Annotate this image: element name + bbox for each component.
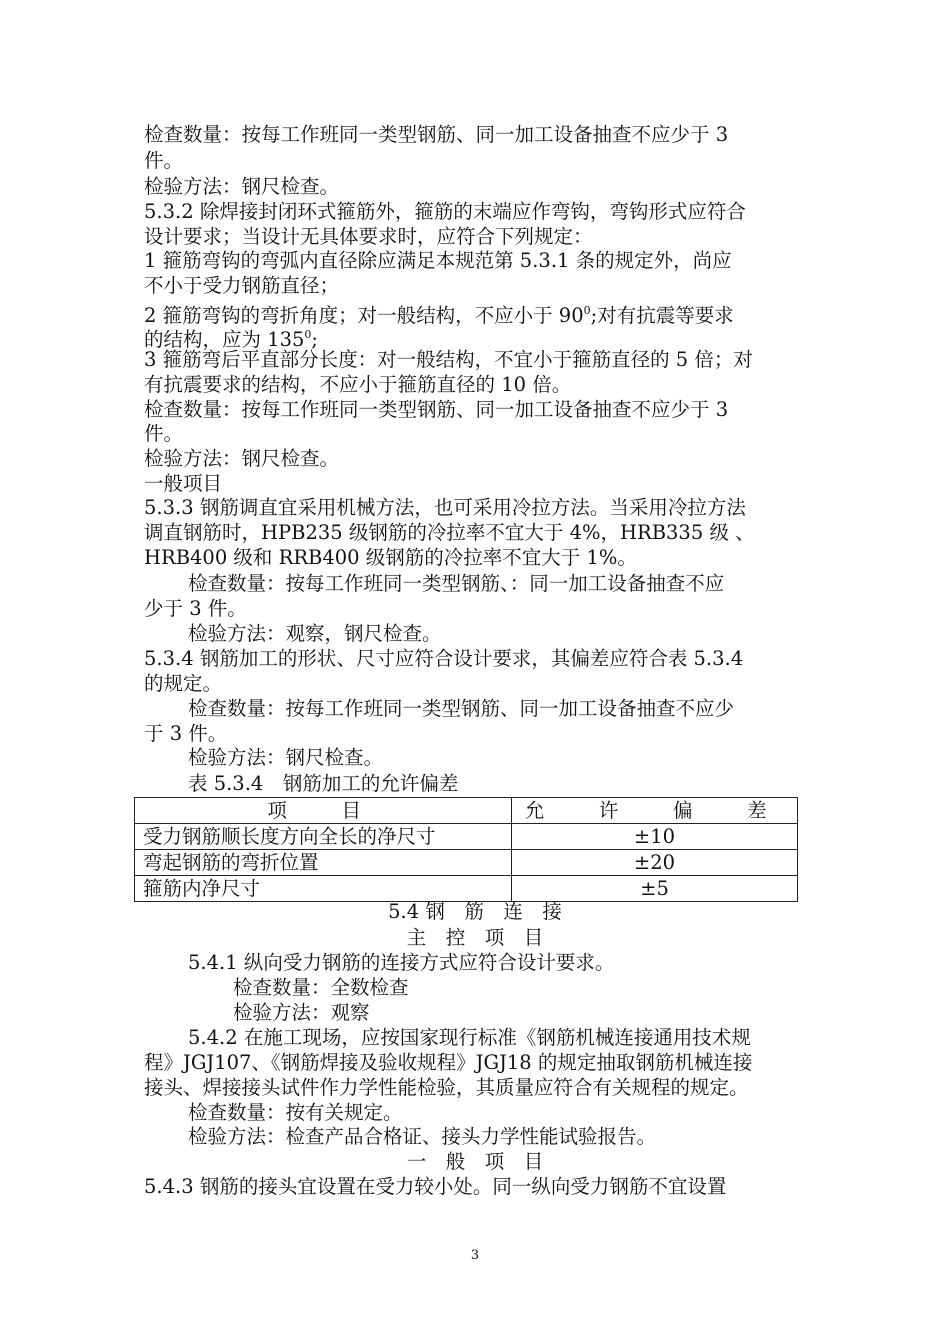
superscript: 0 xyxy=(304,328,312,341)
text-line: 设计要求；当设计无具体要求时，应符合下列规定： xyxy=(144,225,593,248)
page-number: 3 xyxy=(470,1248,480,1263)
subsection-heading: 一 般 项 目 xyxy=(406,1150,544,1173)
text-line: 5.3.4 钢筋加工的形状、尺寸应符合设计要求，其偏差应符合表 5.3.4 xyxy=(144,647,744,670)
text-line: 检查数量：按每工作班同一类型钢筋、同一加工设备抽查不应少 xyxy=(188,697,735,720)
table-cell: ±20 xyxy=(512,850,798,876)
text-line: 检验方法：观察，钢尺检查。 xyxy=(188,622,442,645)
text-line: 检查数量：按每工作班同一类型钢筋、同一加工设备抽查不应少于 3 xyxy=(144,123,729,146)
text-line: 的规定。 xyxy=(144,672,223,695)
table-row xyxy=(135,824,798,850)
text-run: 2 箍筋弯钩的弯折角度；对一般结构，不应小于 90 xyxy=(144,304,584,327)
text-line: 一般项目 xyxy=(144,472,223,495)
text-line: 5.4.1 纵向受力钢筋的连接方式应符合设计要求。 xyxy=(188,951,615,974)
text-line: 检验方法：钢尺检查。 xyxy=(188,746,384,769)
text-run: ;对有抗震等要求 xyxy=(590,304,734,327)
text-line: 1 箍筋弯钩的弯弧内直径除应满足本规范第 5.3.1 条的规定外，尚应 xyxy=(144,249,732,272)
table-cell: ±10 xyxy=(512,824,798,850)
text-line: 3 箍筋弯后平直部分长度：对一般结构，不宜小于箍筋直径的 5 倍；对 xyxy=(144,348,753,371)
text-line: 接头、焊接接头试件作力学性能检验，其质量应符合有关规程的规定。 xyxy=(144,1076,749,1099)
text-line: 检验方法：观察 xyxy=(233,1001,370,1024)
table-header-cell: 项 目 xyxy=(135,798,512,824)
text-line: 检验方法：钢尺检查。 xyxy=(144,447,340,470)
table-cell: 弯起钢筋的弯折位置 xyxy=(135,850,512,876)
table-caption: 表 5.3.4 钢筋加工的允许偏差 xyxy=(188,772,459,795)
text-line: 少于 3 件。 xyxy=(144,597,247,620)
text-line: 5.3.2 除焊接封闭环式箍筋外，箍筋的末端应作弯钩，弯钩形式应符合 xyxy=(144,200,746,223)
text-line: 检查数量：按有关规定。 xyxy=(188,1101,403,1124)
text-line: 检验方法：检查产品合格证、接头力学性能试验报告。 xyxy=(188,1125,657,1148)
text-line: HRB400 级和 RRB400 级钢筋的冷拉率不宜大于 1%。 xyxy=(144,546,637,569)
table-cell: ±5 xyxy=(512,876,798,902)
text-line: 检查数量：按每工作班同一类型钢筋、同一加工设备抽查不应少于 3 xyxy=(144,398,729,421)
table-row xyxy=(135,850,798,876)
text-line: 检查数量：按每工作班同一类型钢筋、：同一加工设备抽查不应 xyxy=(188,572,725,595)
text-line: 检查数量：全数检查 xyxy=(233,976,409,999)
superscript: 0 xyxy=(583,304,591,317)
table-header-cell: 允 许 偏 差 xyxy=(512,798,798,824)
text-line: 5.4.2 在施工现场，应按国家现行标准《钢筋机械连接通用技术规 xyxy=(188,1026,751,1049)
text-run: ; xyxy=(311,328,318,351)
text-line: 检验方法：钢尺检查。 xyxy=(144,175,340,198)
text-line: 5.3.3 钢筋调直宜采用机械方法，也可采用冷拉方法。当采用冷拉方法 xyxy=(144,496,746,519)
table-row xyxy=(135,876,798,902)
text-line: 程》JGJ107、《钢筋焊接及验收规程》JGJ18 的规定抽取钢筋机械连接 xyxy=(144,1051,753,1074)
text-line: 不小于受力钢筋直径； xyxy=(144,274,340,297)
text-line: 有抗震要求的结构，不应小于箍筋直径的 10 倍。 xyxy=(144,373,572,396)
table-cell: 受力钢筋顺长度方向全长的净尺寸 xyxy=(135,824,512,850)
text-line: 5.4.3 钢筋的接头宜设置在受力较小处。同一纵向受力钢筋不宜设置 xyxy=(144,1175,727,1198)
text-line: 件。 xyxy=(144,149,184,172)
table-cell: 箍筋内净尺寸 xyxy=(135,876,512,902)
text-run: 的结构，应为 135 xyxy=(144,328,305,351)
text-line: 件。 xyxy=(144,422,184,445)
section-heading: 5.4 钢 筋 连 接 xyxy=(388,900,562,923)
table-header-row xyxy=(135,798,798,824)
text-line: 调直钢筋时，HPB235 级钢筋的冷拉率不宜大于 4%，HRB335 级 、 xyxy=(144,521,755,544)
tolerance-table xyxy=(134,797,798,902)
subsection-heading: 主 控 项 目 xyxy=(406,926,544,949)
text-line: 于 3 件。 xyxy=(144,722,228,745)
